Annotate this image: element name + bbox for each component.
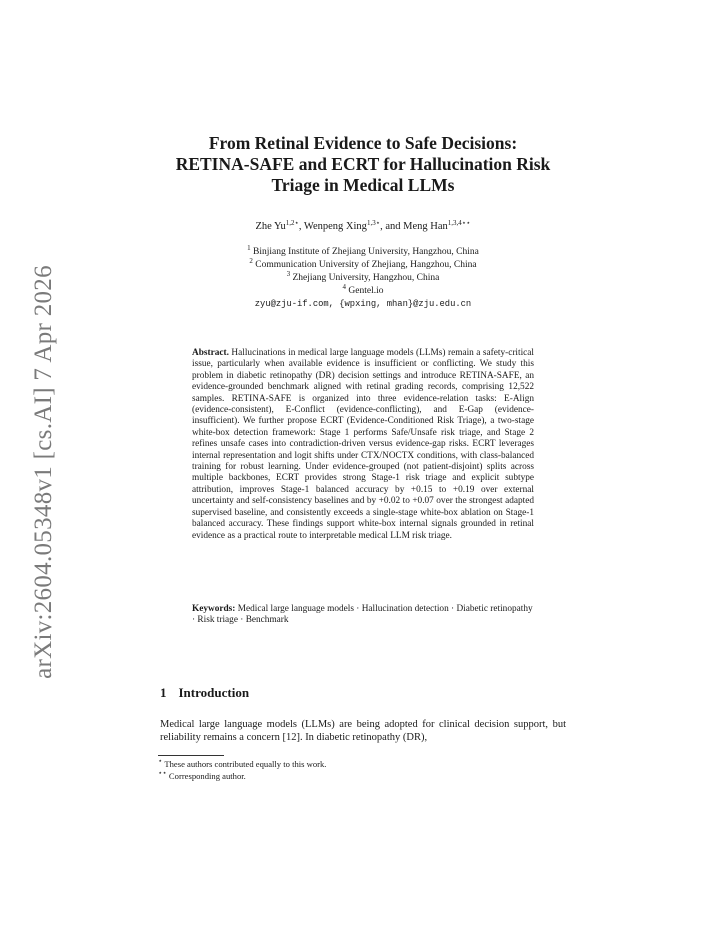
affiliation-mark: 3 [286,270,291,278]
author-name: Meng Han [403,221,448,232]
author-affiliation-mark: 1,2⋆ [285,219,299,227]
keywords-text: Medical large language models · Hallucination detection · Diabetic retinopathy · Risk triage · Benchmark [192,604,533,626]
footnote-text: These authors contributed equally to this work. [164,759,327,769]
paper-title [160,133,566,196]
author-name: Zhe Yu [255,221,286,232]
affiliation-text: Communication University of Zhejiang, Hangzhou, China [255,260,477,270]
footnote-mark: ⋆⋆ [158,768,167,777]
intro-paragraph: Medical large language models (LLMs) are being adopted for clinical decision support, but reliability remains a concern [12]. In diabetic retinopathy (DR), [160,719,566,743]
author-list [160,221,566,232]
affiliation [160,259,566,272]
affiliation-mark: 4 [342,283,347,291]
affiliations [160,246,566,311]
footnote-divider [158,755,224,756]
abstract-label: Abstract. [192,348,229,358]
title-line: From Retinal Evidence to Safe Decisions: [208,133,518,153]
affiliation-text: Zhejiang University, Hangzhou, China [292,273,440,283]
author-separator: , [298,221,304,232]
footnote [158,768,566,783]
title-line: Triage in Medical LLMs [271,175,455,195]
author-affiliation-mark: 1,3⋆ [366,219,381,227]
section-heading [160,685,566,701]
affiliation-mark: 2 [249,257,253,265]
footnotes [158,759,566,782]
title-line: RETINA-SAFE and ECRT for Hallucination Risk [175,154,551,174]
section-title: Introduction [178,685,250,700]
footnote [158,759,566,771]
footnote-mark: ⋆ [158,757,163,765]
section-number: 1 [160,685,167,700]
affiliation-text: Gentel.io [348,286,384,296]
author-name: Wenpeng Xing [303,221,367,232]
affiliation-mark: 1 [247,244,251,252]
abstract-text: Hallucinations in medical large language models (LLMs) remain a safety-critical issue, particularly when available evidence is insufficient or conflicting. We study this problem in diabetic retinopathy (DR) decision settings and introduce RETINA-SAFE, an evidence-grounded benchmark aligned with retinal grading records, comprising 12,522 samples. RETINA-SAFE is organized into three evidence-relation tasks: E-Align (evidence-consistent), E-Conflict (evidence-conflicting), and E-Gap (evidence-insufficient). We further propose ECRT (Evidence-Conditioned Risk Triage), a two-stage white-box detection framework: Stage 1 performs Safe/Unsafe risk triage, and Stage 2 refines unsafe cases into contradiction-driven versus evidence-gap risks. ECRT leverages internal representation and logit shifts under CTX/NOCTX conditions, with class-balanced training for robust learning. Under evidence-grouped (not patient-disjoint) splits across multiple backbones, ECRT provides strong Stage-1 risk triage and explicit subtype attribution, improves Stage-1 balanced accuracy by +0.15 to +0.19 over external uncertainty and self-consistency baselines and by +0.02 to +0.07 over the strongest adapted supervised baseline, and consistently exceeds a single-stage white-box ablation on Stage-1 balanced accuracy. These findings support white-box internal signals grounded in retinal evidence as a practical route to interpretable medical LLM risk triage. [192,348,535,541]
keywords-label: Keywords: [192,604,236,614]
abstract [192,348,534,542]
affiliation [160,285,566,298]
affiliation-text: Binjiang Institute of Zhejiang University, Hangzhou, China [253,247,479,257]
arxiv-identifier: arXiv:2604.05348v1 [cs.AI] 7 Apr 2026 [30,265,57,679]
affiliation [160,272,566,285]
contact-emails: zyu@zju-if.com, {wpxing, mhan}@zju.edu.cn [254,299,472,309]
affiliation [160,246,566,259]
keywords [192,604,534,627]
author-separator: , and [380,221,404,232]
author-affiliation-mark: 1,3,4⋆⋆ [447,219,471,227]
footnote-text: Corresponding author. [168,770,246,781]
